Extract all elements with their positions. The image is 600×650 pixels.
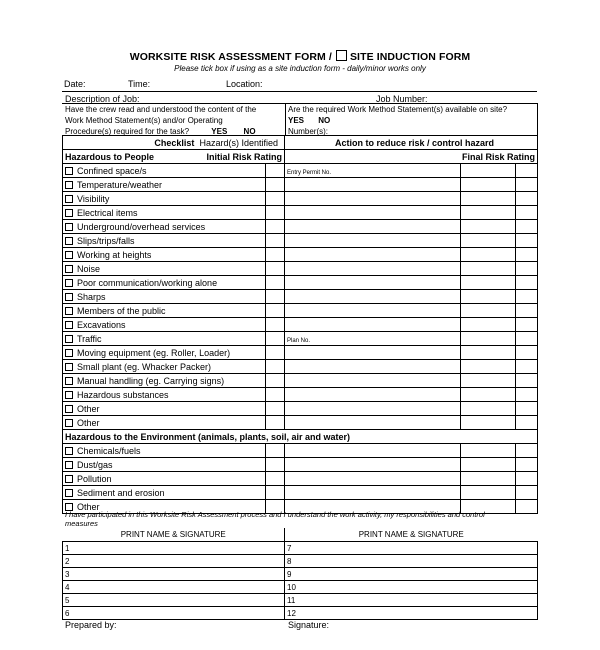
signature-row [63,542,538,555]
hazard-checkbox[interactable] [65,377,73,385]
hazard-row [63,318,538,332]
signature-slot[interactable]: 5 [63,594,285,607]
initial-rating-cell[interactable] [266,276,285,290]
final-rating-cell[interactable] [516,276,538,290]
hazard-cell [63,248,266,262]
signature-slot[interactable]: 9 [285,568,538,581]
form-title [0,50,600,63]
time-label: Time: [128,79,151,89]
initial-rating-cell[interactable] [266,486,285,500]
checklist-heading: Checklist [154,137,195,148]
hazard-label: Noise [77,263,101,274]
final-rating-cell[interactable] [516,234,538,248]
title-left: WORKSITE RISK ASSESSMENT FORM / [129,51,332,63]
divider [62,91,537,92]
spacer-cell [461,444,516,458]
people-header-row [63,150,538,164]
hazard-row [63,234,538,248]
initial-rating-cell[interactable] [266,388,285,402]
signature-row [63,607,538,620]
title-right: SITE INDUCTION FORM [349,51,471,63]
hazard-cell [63,318,266,332]
spacer-cell [461,374,516,388]
hazard-checkbox[interactable] [65,265,73,273]
wms-question: Are the required Work Method Statement(s) available on site? YES NO Number(s): [288,105,508,136]
final-rating-cell[interactable] [516,304,538,318]
signature-slot[interactable]: 7 [285,542,538,555]
signature-row [63,594,538,607]
initial-rating-cell[interactable] [266,290,285,304]
site-induction-checkbox[interactable] [336,50,347,61]
spacer-cell [461,486,516,500]
crew-question: Have the crew read and understood the content of the Work Method Statement(s) and/or Operating Procedure(s) required for the task? YES NO [65,105,257,136]
hazard-checkbox[interactable] [65,307,73,315]
hazard-row [63,206,538,220]
initial-rating-cell[interactable] [266,178,285,192]
hazard-row [63,290,538,304]
final-rating-cell[interactable] [516,192,538,206]
print-name-left: PRINT NAME & SIGNATURE [63,528,285,542]
action-cell[interactable] [285,486,461,500]
final-rating-cell[interactable] [516,178,538,192]
hazard-label: Small plant (eg. Whacker Packer) [77,361,212,372]
signature-slot[interactable]: 2 [63,555,285,568]
final-rating-cell[interactable] [516,360,538,374]
hazard-label: Excavations [77,319,126,330]
final-rating-cell[interactable] [516,486,538,500]
action-cell[interactable] [285,458,461,472]
action-cell[interactable] [285,444,461,458]
hazard-cell [63,444,266,458]
hazard-row [63,374,538,388]
environment-heading: Hazardous to the Environment (animals, plants, soil, air and water) [63,430,538,444]
signature-table [62,528,538,620]
hazard-label: Other [77,403,100,414]
spacer-cell [461,472,516,486]
divider [537,103,538,135]
action-cell[interactable] [285,206,461,220]
final-rating-cell[interactable] [516,416,538,430]
crew-yes-option[interactable]: YES [211,127,228,136]
initial-rating-cell[interactable] [266,472,285,486]
final-rating-cell[interactable] [516,332,538,346]
final-rating-heading: Final Risk Rating [285,150,538,164]
initial-rating-cell[interactable] [266,304,285,318]
wms-no-option[interactable]: NO [318,116,331,125]
spacer-cell [461,234,516,248]
hazard-row [63,178,538,192]
final-rating-cell[interactable] [516,220,538,234]
action-cell[interactable] [285,290,461,304]
hazard-label: Moving equipment (eg. Roller, Loader) [77,347,231,358]
spacer-cell [461,164,516,178]
signature-slot[interactable]: 1 [63,542,285,555]
hazard-label: Working at heights [77,249,152,260]
spacer-cell [461,458,516,472]
hazard-label: Underground/overhead services [77,221,206,232]
job-number-label: Job Number: [376,94,428,104]
spacer-cell [461,304,516,318]
hazard-checkbox[interactable] [65,279,73,287]
action-cell[interactable] [285,164,461,178]
hazard-checkbox[interactable] [65,335,73,343]
spacer-cell [461,388,516,402]
hazard-cell [63,164,266,178]
hazard-cell [63,290,266,304]
spacer-cell [461,206,516,220]
hazard-label: Manual handling (eg. Carrying signs) [77,375,225,386]
hazard-checkbox[interactable] [65,223,73,231]
initial-rating-cell[interactable] [266,444,285,458]
hazard-cell [63,192,266,206]
hazard-cell [63,276,266,290]
hazard-checkbox[interactable] [65,349,73,357]
hazard-checkbox[interactable] [65,195,73,203]
signature-slot[interactable]: 11 [285,594,538,607]
hazard-cell [63,346,266,360]
action-cell[interactable] [285,346,461,360]
hazard-row [63,304,538,318]
hazard-table [62,135,538,514]
final-rating-cell[interactable] [516,318,538,332]
action-cell[interactable] [285,178,461,192]
hazard-label: Pollution [77,473,112,484]
hazard-cell [63,458,266,472]
hazard-checkbox[interactable] [65,475,73,483]
signature-row [63,555,538,568]
initial-rating-cell[interactable] [266,360,285,374]
initial-rating-cell[interactable] [266,220,285,234]
people-heading: Hazardous to People [65,151,155,162]
final-rating-cell[interactable] [516,290,538,304]
hazard-row [63,220,538,234]
hazard-cell [63,220,266,234]
spacer-cell [461,290,516,304]
initial-rating-cell[interactable] [266,458,285,472]
hazard-row [63,416,538,430]
initial-rating-cell[interactable] [266,206,285,220]
hazard-label: Slips/trips/falls [77,235,135,246]
initial-rating-heading: Initial Risk Rating [206,151,282,162]
plan-no-label: Plan No. [287,337,311,344]
action-cell[interactable] [285,262,461,276]
final-rating-cell[interactable] [516,458,538,472]
checklist-header-row [63,136,538,150]
hazard-label: Other [77,417,100,428]
hazard-row [63,332,538,346]
hazard-cell [63,360,266,374]
hazard-cell [63,374,266,388]
entry-permit-label: Entry Permit No. [287,169,332,176]
spacer-cell [461,248,516,262]
final-rating-cell[interactable] [516,388,538,402]
signature-label: Signature: [288,620,330,630]
spacer-cell [461,416,516,430]
hazard-checkbox[interactable] [65,489,73,497]
participation-statement: I have participated in this Worksite Risk Assessment process and I understand the work activity, my responsibilities and control measures [65,510,485,528]
hazard-checkbox[interactable] [65,363,73,371]
prepared-by-label: Prepared by: [65,620,117,630]
signature-slot[interactable]: 3 [63,568,285,581]
hazard-row [63,360,538,374]
signature-slot[interactable]: 6 [63,607,285,620]
final-rating-cell[interactable] [516,206,538,220]
spacer-cell [461,332,516,346]
hazard-label: Hazardous substances [77,389,169,400]
hazard-label: Dust/gas [77,459,113,470]
spacer-cell [461,192,516,206]
hazard-checkbox[interactable] [65,321,73,329]
hazard-checkbox[interactable] [65,181,73,189]
wms-yes-option[interactable]: YES [288,116,305,125]
action-heading: Action to reduce risk / control hazard [285,136,538,150]
action-cell[interactable] [285,472,461,486]
spacer-cell [461,346,516,360]
initial-rating-cell[interactable] [266,332,285,346]
hazard-cell [63,472,266,486]
action-cell[interactable] [285,388,461,402]
job-description-label: Description of Job: [65,94,140,104]
signature-row [63,581,538,594]
hazard-label: Visibility [77,193,110,204]
hazard-cell [63,402,266,416]
hazard-row [63,388,538,402]
hazard-label: Members of the public [77,305,166,316]
initial-rating-cell[interactable] [266,192,285,206]
spacer-cell [461,318,516,332]
crew-no-option[interactable]: NO [243,127,256,136]
final-rating-cell[interactable] [516,444,538,458]
divider [285,103,286,135]
action-cell[interactable] [285,318,461,332]
spacer-cell [461,178,516,192]
final-rating-cell[interactable] [516,248,538,262]
hazard-cell [63,416,266,430]
initial-rating-cell[interactable] [266,346,285,360]
final-rating-cell[interactable] [516,472,538,486]
initial-rating-cell[interactable] [266,248,285,262]
date-label: Date: [64,79,86,89]
initial-rating-cell[interactable] [266,402,285,416]
hazard-label: Electrical items [77,207,138,218]
spacer-cell [461,262,516,276]
initial-rating-cell[interactable] [266,416,285,430]
hazard-row [63,248,538,262]
hazard-checkbox[interactable] [65,293,73,301]
signature-row [63,568,538,581]
final-rating-cell[interactable] [516,262,538,276]
final-rating-cell[interactable] [516,374,538,388]
hazard-row [63,472,538,486]
location-label: Location: [226,79,263,89]
hazard-row [63,458,538,472]
hazard-checkbox[interactable] [65,251,73,259]
initial-rating-cell[interactable] [266,262,285,276]
environment-header-row [63,430,538,444]
spacer-cell [461,276,516,290]
hazard-checkbox[interactable] [65,237,73,245]
hazard-checkbox[interactable] [65,419,73,427]
hazard-checkbox[interactable] [65,391,73,399]
hazard-checkbox[interactable] [65,209,73,217]
hazard-checkbox[interactable] [65,167,73,175]
hazard-label: Confined space/s [77,165,147,176]
hazard-label: Other [77,501,100,512]
hazard-cell [63,332,266,346]
action-cell[interactable] [285,234,461,248]
hazard-label: Poor communication/working alone [77,277,218,288]
action-cell[interactable] [285,416,461,430]
hazard-label: Sediment and erosion [77,487,165,498]
spacer-cell [461,360,516,374]
action-cell[interactable] [285,304,461,318]
hazard-cell [63,234,266,248]
action-cell[interactable] [285,374,461,388]
hazard-cell [63,388,266,402]
hazard-cell [63,178,266,192]
action-cell[interactable] [285,402,461,416]
hazard-row [63,276,538,290]
action-cell[interactable] [285,248,461,262]
signature-header-row [63,528,538,542]
numbers-label: Number(s): [288,127,329,136]
hazard-cell [63,206,266,220]
signature-slot[interactable]: 8 [285,555,538,568]
hazard-cell [63,262,266,276]
hazard-checkbox[interactable] [65,461,73,469]
final-rating-cell[interactable] [516,402,538,416]
hazard-checkbox[interactable] [65,447,73,455]
form-subtitle: Please tick box if using as a site induction form - daily/minor works only [174,64,426,73]
action-cell[interactable] [285,360,461,374]
print-name-right: PRINT NAME & SIGNATURE [285,528,538,542]
hazard-row [63,192,538,206]
hazard-row [63,402,538,416]
initial-rating-cell[interactable] [266,164,285,178]
action-cell[interactable] [285,192,461,206]
initial-rating-cell[interactable] [266,374,285,388]
action-cell[interactable] [285,332,461,346]
hazard-row [63,346,538,360]
hazard-label: Traffic [77,333,102,344]
signature-slot[interactable]: 12 [285,607,538,620]
initial-rating-cell[interactable] [266,318,285,332]
hazard-row [63,164,538,178]
spacer-cell [461,402,516,416]
hazard-row [63,486,538,500]
action-cell[interactable] [285,276,461,290]
final-rating-cell[interactable] [516,164,538,178]
signature-slot[interactable]: 10 [285,581,538,594]
action-cell[interactable] [285,220,461,234]
hazard-cell [63,486,266,500]
hazard-label: Sharps [77,291,106,302]
signature-slot[interactable]: 4 [63,581,285,594]
hazard-label: Chemicals/fuels [77,445,141,456]
hazard-label: Temperature/weather [77,179,163,190]
initial-rating-cell[interactable] [266,234,285,248]
hazard-row [63,444,538,458]
hazard-row [63,262,538,276]
hazard-checkbox[interactable] [65,405,73,413]
hazard-cell [63,304,266,318]
spacer-cell [461,220,516,234]
final-rating-cell[interactable] [516,346,538,360]
hazards-identified-heading: Hazard(s) Identified [199,137,278,148]
